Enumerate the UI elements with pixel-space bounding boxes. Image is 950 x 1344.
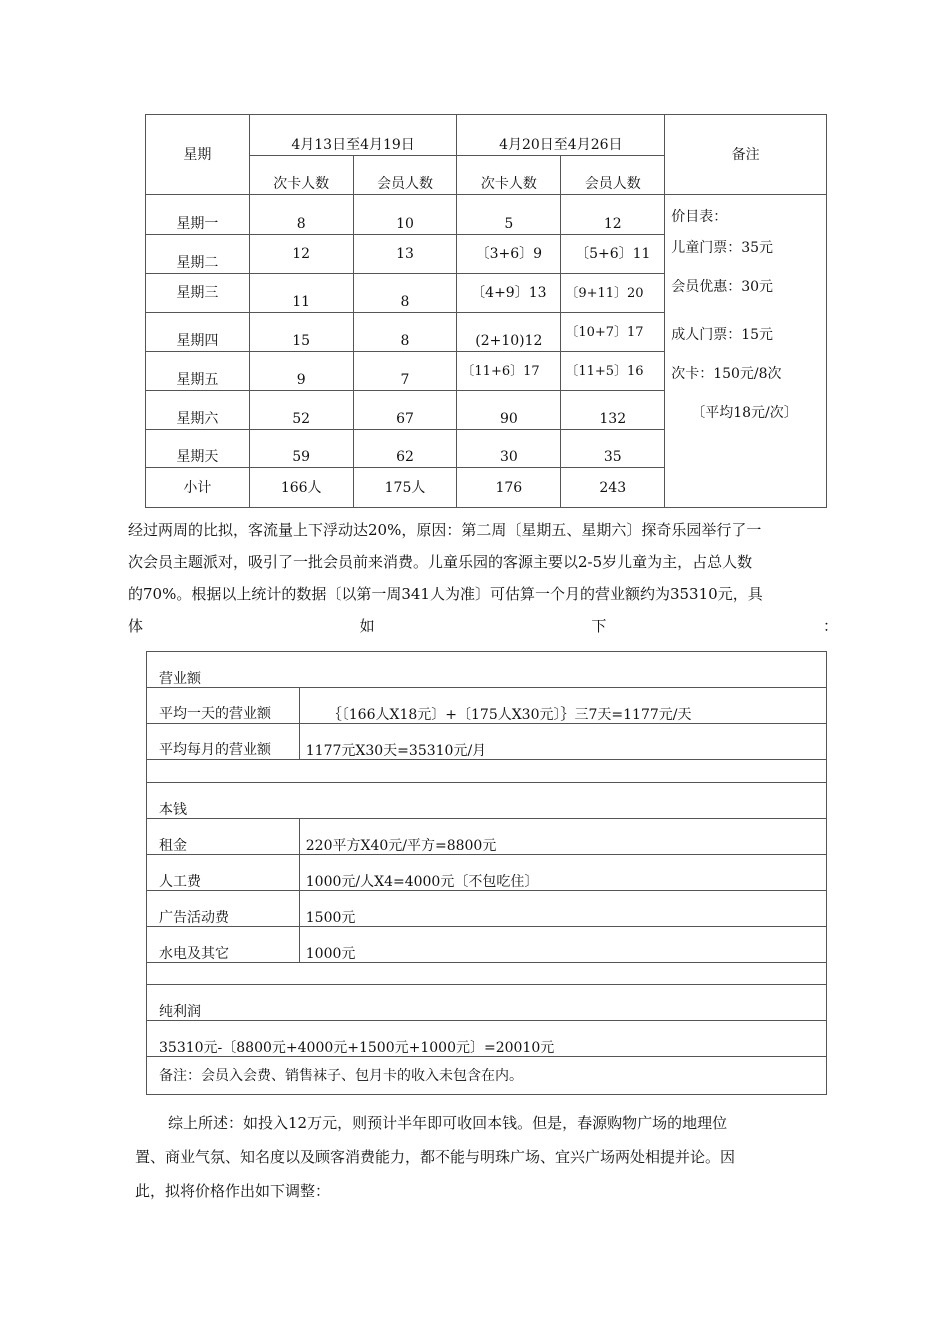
paragraph-line <box>128 610 838 642</box>
note-line: 成人门票：15元 <box>671 327 774 343</box>
conclusion-paragraph <box>135 1106 850 1208</box>
cell: 62 <box>353 430 457 468</box>
analysis-paragraph <box>128 514 848 642</box>
cost-label: 人工费 <box>147 855 300 891</box>
day-label: 星期一 <box>146 195 250 235</box>
spacer-row <box>147 760 827 783</box>
profit-value: 35310元-〔8800元+4000元+1500元+1000元〕=20010元 <box>147 1021 827 1057</box>
paragraph-line: 综上所述：如投入12万元，则预计半年即可收回本钱。但是，春源购物广场的地理位 <box>168 1114 728 1132</box>
day-label: 星期二 <box>146 235 250 274</box>
word: 体 <box>128 617 144 635</box>
revenue-header: 营业额 <box>147 652 827 688</box>
note-line: 次卡：150元/8次 <box>671 366 782 382</box>
day-label: 星期五 <box>146 352 250 391</box>
cost-label: 广告活动费 <box>147 891 300 927</box>
cell: 176 <box>457 468 561 508</box>
spacer-row <box>147 963 827 985</box>
paragraph-line: 置、商业气氛、知名度以及顾客消费能力，都不能与明珠广场、宜兴广场两处相提并论。因 <box>135 1148 736 1166</box>
cell: 10 <box>353 195 457 235</box>
cost-value: 220平方X40元/平方=8800元 <box>299 819 826 855</box>
cost-header: 本钱 <box>147 783 827 819</box>
header-card: 次卡人数 <box>457 156 561 195</box>
cost-label: 水电及其它 <box>147 927 300 963</box>
cell: 8 <box>353 313 457 352</box>
cell: 67 <box>353 391 457 430</box>
cell: 166人 <box>249 468 353 508</box>
note-line: 会员优惠：30元 <box>671 279 774 295</box>
cell: 〔9+11〕20 <box>561 274 665 313</box>
paragraph-line: 经过两周的比拟，客流量上下浮动达20%，原因：第二周〔星期五、星期六〕探奇乐园举行了一 <box>128 521 762 539</box>
header-weekday: 星期 <box>146 115 250 195</box>
header-member: 会员人数 <box>561 156 665 195</box>
cell: 11 <box>249 274 353 313</box>
subtotal-label: 小计 <box>146 468 250 508</box>
header-remark: 备注 <box>665 115 827 195</box>
day-label: 星期三 <box>146 274 250 313</box>
note-line: 〔平均18元/次〕 <box>691 405 798 421</box>
day-label: 星期六 <box>146 391 250 430</box>
cell: 8 <box>249 195 353 235</box>
profit-header: 纯利润 <box>147 985 827 1021</box>
cell: 8 <box>353 274 457 313</box>
cost-value: 1000元 <box>299 927 826 963</box>
cell: 132 <box>561 391 665 430</box>
day-label: 星期四 <box>146 313 250 352</box>
finance-remark: 备注：会员入会费、销售袜子、包月卡的收入未包含在内。 <box>147 1057 827 1095</box>
cell: 52 <box>249 391 353 430</box>
price-notes <box>665 195 827 508</box>
cell: 〔11+5〕16 <box>561 352 665 391</box>
cost-value: 1500元 <box>299 891 826 927</box>
daily-value: ｛〔166人X18元〕+〔175人X30元〕｝三7天=1177元/天 <box>299 688 826 724</box>
cell: 35 <box>561 430 665 468</box>
daily-label: 平均一天的营业额 <box>147 688 300 724</box>
cost-value: 1000元/人X4=4000元〔不包吃住〕 <box>299 855 826 891</box>
header-member: 会员人数 <box>353 156 457 195</box>
cell: 9 <box>249 352 353 391</box>
cell: 243 <box>561 468 665 508</box>
cell: (2+10)12 <box>457 313 561 352</box>
finance-table <box>146 651 827 1095</box>
cell: 〔5+6〕11 <box>561 235 665 274</box>
note-line: 价目表： <box>671 209 728 225</box>
paragraph-line: 次会员主题派对，吸引了一批会员前来消费。儿童乐园的客源主要以2-5岁儿童为主，占总人数 <box>128 553 753 571</box>
paragraph-line: 此，拟将价格作出如下调整： <box>135 1182 331 1200</box>
day-label: 星期天 <box>146 430 250 468</box>
cell: 59 <box>249 430 353 468</box>
header-week1: 4月13日至4月19日 <box>249 115 457 156</box>
note-line: 儿童门票：35元 <box>671 240 774 256</box>
cell: 〔11+6〕17 <box>457 352 561 391</box>
cell: 12 <box>561 195 665 235</box>
cell: 〔3+6〕9 <box>457 235 561 274</box>
word: ： <box>822 617 838 635</box>
monthly-label: 平均每月的营业额 <box>147 724 300 760</box>
cell: 15 <box>249 313 353 352</box>
table-row <box>146 195 827 235</box>
cell: 〔4+9〕13 <box>457 274 561 313</box>
cell: 30 <box>457 430 561 468</box>
cell: 13 <box>353 235 457 274</box>
cell: 12 <box>249 235 353 274</box>
cost-label: 租金 <box>147 819 300 855</box>
word: 下 <box>591 617 607 635</box>
header-card: 次卡人数 <box>249 156 353 195</box>
cell: 175人 <box>353 468 457 508</box>
cell: 7 <box>353 352 457 391</box>
cell: 90 <box>457 391 561 430</box>
cell: 〔10+7〕17 <box>561 313 665 352</box>
word: 如 <box>359 617 375 635</box>
monthly-value: 1177元X30天=35310元/月 <box>299 724 826 760</box>
cell: 5 <box>457 195 561 235</box>
header-week2: 4月20日至4月26日 <box>457 115 665 156</box>
traffic-table <box>145 114 827 508</box>
paragraph-line: 的70%。根据以上统计的数据〔以第一周341人为准〕可估算一个月的营业额约为35310元，具 <box>128 585 763 603</box>
